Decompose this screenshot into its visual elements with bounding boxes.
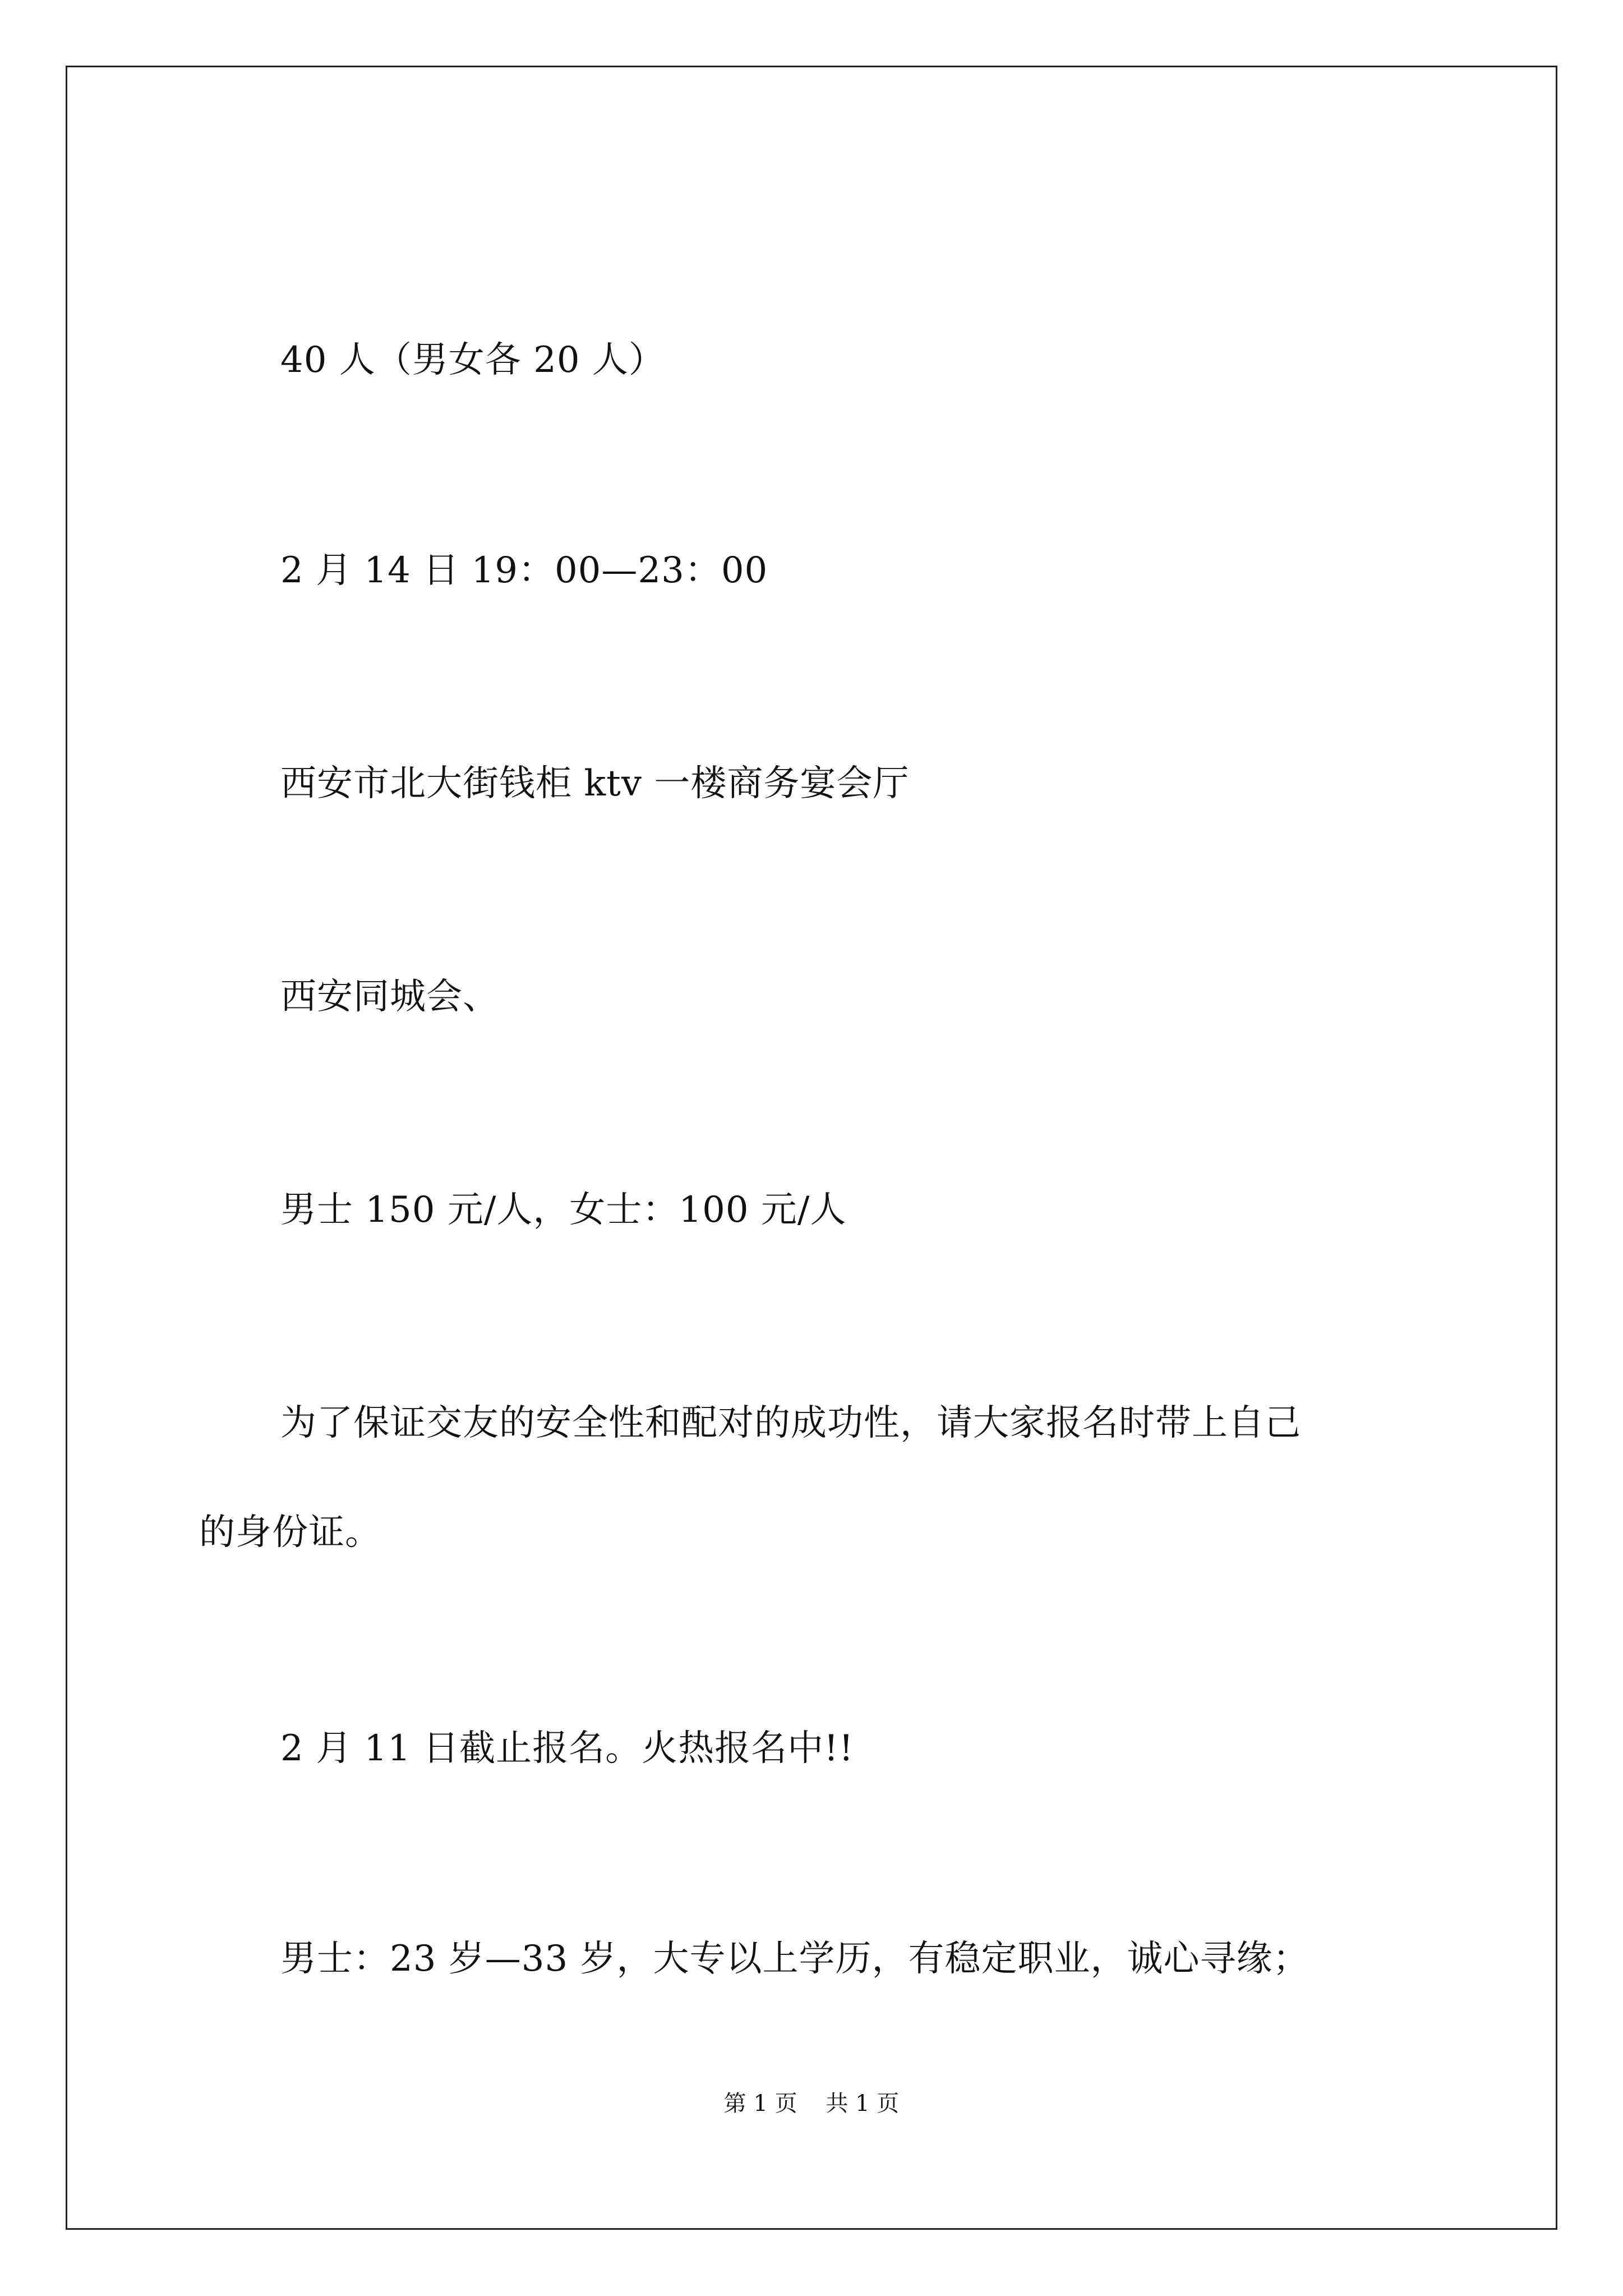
participants-line: 40 人（男女各 20 人） (280, 339, 665, 381)
organizer-line: 西安同城会、 (280, 976, 499, 1018)
fee-line: 男士 150 元/人，女士：100 元/人 (280, 1189, 847, 1231)
page-footer: 第 1 页 共 1 页 (723, 2091, 900, 2116)
page-border (66, 66, 1557, 2230)
date-time-line: 2 月 14 日 19：00—23：00 (280, 550, 768, 591)
id-requirement-continuation: 的身份证。 (199, 1512, 381, 1553)
male-requirement-line: 男士：23 岁—33 岁，大专以上学历，有稳定职业，诚心寻缘； (280, 1938, 1310, 1980)
venue-line: 西安市北大街钱柜 ktv 一楼商务宴会厅 (280, 763, 910, 804)
id-requirement-line: 为了保证交友的安全性和配对的成功性，请大家报名时带上自己 (280, 1402, 1301, 1444)
deadline-line: 2 月 11 日截止报名。火热报名中!! (280, 1728, 854, 1769)
